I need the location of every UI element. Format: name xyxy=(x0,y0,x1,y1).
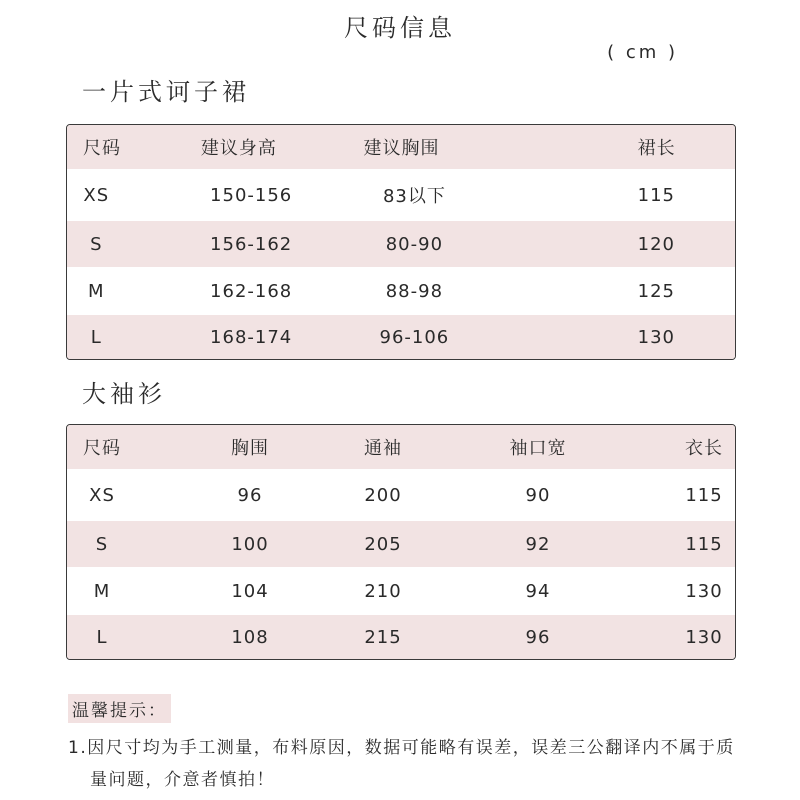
table-row xyxy=(67,169,735,221)
cell-bust: 83以下 xyxy=(382,186,446,207)
cell-size: M xyxy=(93,580,111,602)
tips-label: 温馨提示： xyxy=(68,694,171,723)
note-text xyxy=(68,732,758,796)
header-cell-size: 尺码 xyxy=(83,138,121,159)
cell-length: 115 xyxy=(685,533,723,555)
cell-sleeve-span: 210 xyxy=(364,580,402,602)
table-header-row xyxy=(67,425,735,469)
cell-bust: 108 xyxy=(231,626,269,648)
cell-bust: 100 xyxy=(231,533,269,555)
cell-size: S xyxy=(90,233,103,255)
cell-bust: 80-90 xyxy=(385,233,444,255)
cell-bust: 88-98 xyxy=(385,280,444,302)
unit-label: ( cm ) xyxy=(607,42,678,63)
section-title-skirt: 一片式诃子裙 xyxy=(82,78,250,106)
table-row xyxy=(67,615,735,659)
section-title-robe: 大袖衫 xyxy=(82,380,166,408)
cell-height: 168-174 xyxy=(210,326,293,348)
size-table-skirt xyxy=(66,124,736,360)
cell-cuff: 94 xyxy=(525,580,551,602)
table-row xyxy=(67,221,735,267)
header-cell-height: 建议身高 xyxy=(200,138,277,159)
page-title: 尺码信息 xyxy=(344,14,456,42)
note-line-2: 量问题，介意者慎拍！ xyxy=(90,770,275,790)
header-cell-sleeve-span: 通袖 xyxy=(364,438,402,459)
note-line-1: 1.因尺寸均为手工测量，布料原因，数据可能略有误差，误差三公翻译内不属于质 xyxy=(68,738,735,758)
table-header-row xyxy=(67,125,735,169)
header-cell-length: 裙长 xyxy=(637,138,676,159)
cell-size: XS xyxy=(89,484,115,506)
header-cell-size: 尺码 xyxy=(83,438,121,459)
cell-bust: 96-106 xyxy=(379,326,450,348)
cell-length: 130 xyxy=(637,326,675,348)
cell-bust: 96 xyxy=(237,484,263,506)
cell-cuff: 90 xyxy=(525,484,551,506)
table-row xyxy=(67,567,735,615)
table-row xyxy=(67,315,735,359)
header-cell-cuff: 袖口宽 xyxy=(509,438,567,459)
cell-sleeve-span: 200 xyxy=(364,484,402,506)
cell-height: 156-162 xyxy=(210,233,293,255)
header-cell-bust: 建议胸围 xyxy=(363,138,440,159)
cell-size: S xyxy=(95,533,109,555)
cell-size: XS xyxy=(83,184,110,206)
table-row xyxy=(67,469,735,521)
header-cell-bust: 胸围 xyxy=(231,438,269,459)
cell-cuff: 96 xyxy=(525,626,551,648)
cell-sleeve-span: 205 xyxy=(364,533,402,555)
cell-height: 162-168 xyxy=(210,280,293,302)
cell-size: M xyxy=(88,280,105,302)
cell-height: 150-156 xyxy=(210,184,293,206)
cell-length: 130 xyxy=(685,626,723,648)
cell-cuff: 92 xyxy=(525,533,551,555)
cell-bust: 104 xyxy=(231,580,269,602)
cell-size: L xyxy=(90,326,102,348)
header-cell-length: 衣长 xyxy=(685,438,723,459)
table-row xyxy=(67,267,735,315)
cell-length: 115 xyxy=(637,184,675,206)
cell-length: 115 xyxy=(685,484,723,506)
table-row xyxy=(67,521,735,567)
cell-length: 130 xyxy=(685,580,723,602)
cell-length: 120 xyxy=(637,233,675,255)
cell-length: 125 xyxy=(637,280,675,302)
cell-size: L xyxy=(96,626,108,648)
cell-sleeve-span: 215 xyxy=(364,626,402,648)
size-table-robe xyxy=(66,424,736,660)
